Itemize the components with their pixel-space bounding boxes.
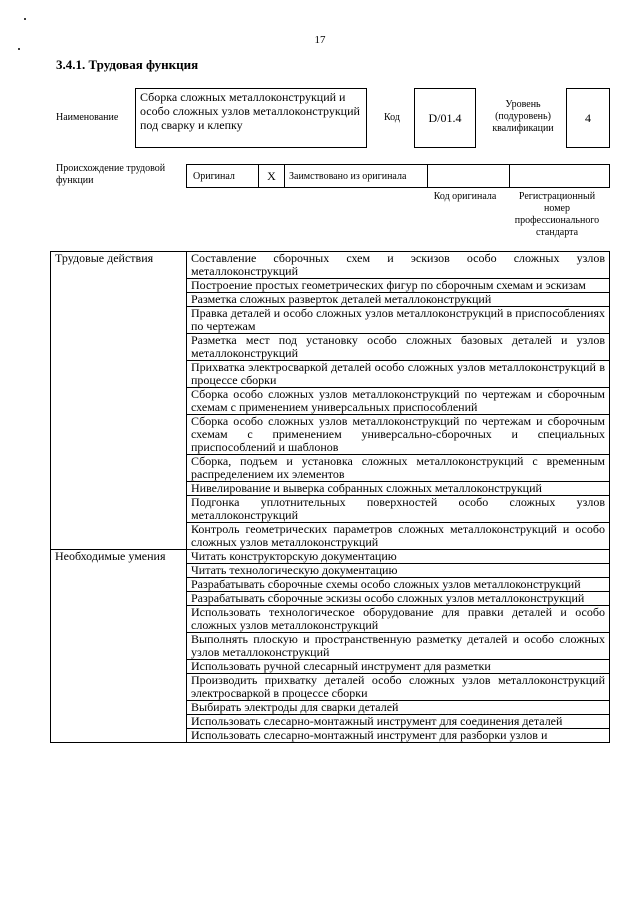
table-cell: Сборка особо сложных узлов металлоконструкций по чертежам и сборочным схемам с применением универсально-сборочных и специальных приспособлений и шаблонов	[187, 415, 610, 455]
table-cell: Разрабатывать сборочные эскизы особо сложных узлов металлоконструкций	[187, 592, 610, 606]
table-row	[51, 550, 610, 564]
table-cell: Использовать слесарно-монтажный инструмент для соединения деталей	[187, 715, 610, 729]
table-cell: Составление сборочных схем и эскизов особо сложных узлов металлоконструкций	[187, 252, 610, 279]
table-cell: Сборка особо сложных узлов металлоконструкций по чертежам и сборочным схемам с применением универсальных приспособлений	[187, 388, 610, 415]
function-name-box: Сборка сложных металлоконструкций и особо сложных узлов металлоконструкций под сварку и клепку	[135, 88, 367, 148]
borrowed-label: Заимствовано из оригинала	[285, 165, 428, 187]
level-label: Уровень (подуровень) квалификации	[492, 99, 554, 134]
table-cell: Нивелирование и выверка собранных сложных металлоконструкций	[187, 482, 610, 496]
scan-speck	[18, 48, 20, 50]
registration-number-cell	[510, 165, 609, 187]
registration-caption: Регистрационный номер профессионального стандарта	[514, 191, 600, 238]
table-cell: Правка деталей и особо сложных узлов металлоконструкций в приспособлениях по чертежам	[187, 307, 610, 334]
table-cell: Сборка, подъем и установка сложных металлоконструкций с временным распределением их элементов	[187, 455, 610, 482]
name-label: Наименование	[56, 112, 119, 123]
table-cell: Использовать технологическое оборудование для правки деталей и особо сложных узлов металлоконструкций	[187, 606, 610, 633]
table-cell: Разметка мест под установку особо сложных базовых деталей и узлов металлоконструкций	[187, 334, 610, 361]
section-title: 3.4.1. Трудовая функция	[56, 57, 199, 72]
page-number: 17	[314, 34, 326, 46]
category-cell: Трудовые действия	[51, 252, 187, 550]
table-cell: Разметка сложных разверток деталей металлоконструкций	[187, 293, 610, 307]
original-code-cell	[428, 165, 510, 187]
table-cell: Выполнять плоскую и пространственную разметку деталей и особо сложных узлов металлоконструкций	[187, 633, 610, 660]
code-caption: Код оригинала	[433, 191, 497, 202]
table-cell: Производить прихватку деталей особо сложных узлов металлоконструкций электросваркой в процессе сборки	[187, 674, 610, 701]
table-cell: Использовать ручной слесарный инструмент для разметки	[187, 660, 610, 674]
category-cell: Необходимые умения	[51, 550, 187, 743]
table-cell: Выбирать электроды для сварки деталей	[187, 701, 610, 715]
table-cell: Читать конструкторскую документацию	[187, 550, 610, 564]
table-row	[51, 252, 610, 279]
function-code-box: D/01.4	[414, 88, 476, 148]
function-table	[50, 251, 610, 743]
original-label: Оригинал	[187, 165, 259, 187]
table-cell: Разрабатывать сборочные схемы особо сложных узлов металлоконструкций	[187, 578, 610, 592]
table-cell: Построение простых геометрических фигур по сборочным схемам и эскизам	[187, 279, 610, 293]
table-cell: Прихватка электросваркой деталей особо сложных узлов металлоконструкций в процессе сборки	[187, 361, 610, 388]
table-cell: Подгонка уплотнительных поверхностей особо сложных узлов металлоконструкций	[187, 496, 610, 523]
table-cell: Контроль геометрических параметров сложных металлоконструкций и особо сложных узлов металлоконструкций	[187, 523, 610, 550]
qualification-level-box: 4	[566, 88, 610, 148]
code-label: Код	[384, 112, 400, 123]
table-cell: Использовать слесарно-монтажный инструмент для разборки узлов и	[187, 729, 610, 743]
original-mark: X	[259, 165, 285, 187]
origin-label: Происхождение трудовой функции	[56, 163, 166, 186]
table-cell: Читать технологическую документацию	[187, 564, 610, 578]
origin-row	[186, 164, 610, 188]
scan-speck	[24, 18, 26, 20]
